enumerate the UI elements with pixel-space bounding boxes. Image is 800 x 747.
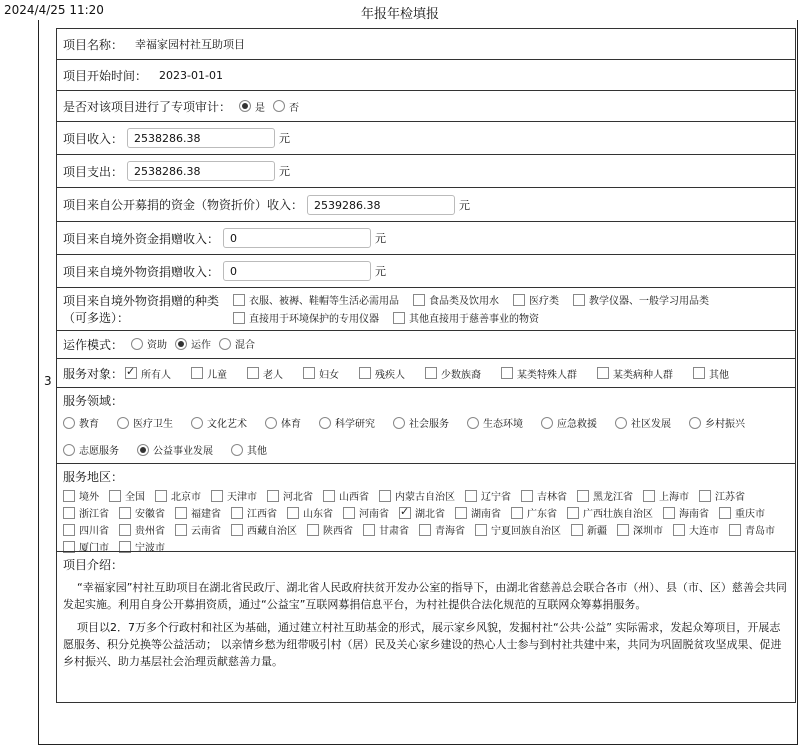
field-option-label: 科学研究	[335, 419, 375, 430]
region-checkbox[interactable]	[719, 507, 731, 519]
row-regions	[56, 463, 796, 554]
field-option[interactable]	[137, 442, 213, 457]
expense-label: 项目支出：	[63, 164, 124, 179]
region-checkbox[interactable]	[175, 524, 187, 536]
print-timestamp: 2024/4/25 11:20	[4, 3, 104, 17]
region-option-label: 大连市	[689, 526, 719, 537]
target-checkbox[interactable]	[247, 367, 259, 379]
region-checkbox[interactable]	[63, 507, 75, 519]
region-option-label: 福建省	[191, 509, 221, 520]
goods-type-option[interactable]	[393, 310, 539, 325]
field-radio[interactable]	[615, 417, 627, 429]
target-checkbox[interactable]	[597, 367, 609, 379]
region-option-label: 湖北省	[415, 509, 445, 520]
target-option-label: 老人	[263, 369, 284, 381]
region-option[interactable]	[267, 488, 313, 503]
target-option-label: 某类特殊人群	[517, 369, 578, 381]
region-checkbox[interactable]	[419, 524, 431, 536]
field-option-label: 医疗卫生	[133, 419, 173, 430]
target-option[interactable]	[693, 366, 729, 381]
goods-type-option[interactable]	[233, 292, 399, 307]
region-option-label: 吉林省	[537, 492, 567, 503]
region-option-label: 浙江省	[79, 509, 109, 520]
mode-radio[interactable]	[175, 338, 187, 350]
goods-type-checkbox[interactable]	[513, 294, 525, 306]
region-checkbox[interactable]	[577, 490, 589, 502]
region-checkbox[interactable]	[267, 490, 279, 502]
region-checkbox[interactable]	[617, 524, 629, 536]
region-option[interactable]	[63, 522, 109, 537]
region-option[interactable]	[119, 522, 165, 537]
region-option-label: 青海省	[435, 526, 465, 537]
region-option[interactable]	[109, 488, 145, 503]
target-option-label: 少数族裔	[441, 369, 482, 381]
region-checkbox[interactable]	[175, 507, 187, 519]
target-option-label: 妇女	[319, 369, 340, 381]
region-checkbox[interactable]	[211, 490, 223, 502]
target-option[interactable]	[425, 366, 481, 381]
target-option[interactable]	[303, 366, 339, 381]
region-option-label: 青岛市	[745, 526, 775, 537]
row-project-name	[56, 28, 796, 59]
target-option[interactable]	[501, 366, 577, 381]
region-option-label: 上海市	[659, 492, 689, 503]
target-checkbox[interactable]	[125, 367, 137, 379]
region-option-label: 重庆市	[735, 509, 765, 520]
foreign-money-input[interactable]: 0	[223, 228, 371, 248]
region-checkbox[interactable]	[379, 490, 391, 502]
income-unit: 元	[279, 132, 291, 145]
region-option[interactable]	[155, 488, 201, 503]
region-option[interactable]	[455, 505, 501, 520]
region-checkbox[interactable]	[109, 490, 121, 502]
goods-type-option[interactable]	[233, 310, 379, 325]
target-checkbox[interactable]	[693, 367, 705, 379]
region-option-label: 河南省	[359, 509, 389, 520]
field-option-label: 社会服务	[409, 419, 449, 430]
region-option[interactable]	[119, 505, 165, 520]
mode-option[interactable]	[167, 336, 211, 351]
field-option-label: 其他	[247, 446, 267, 457]
region-option[interactable]	[577, 488, 633, 503]
region-checkbox[interactable]	[399, 507, 411, 519]
row-start-date	[56, 59, 796, 90]
goods-type-checkbox[interactable]	[573, 294, 585, 306]
field-option[interactable]	[319, 415, 375, 430]
region-checkbox[interactable]	[343, 507, 355, 519]
region-option[interactable]	[287, 505, 333, 520]
goods-types-label: 项目来自境外物资捐赠的种类 （可多选）：	[63, 294, 220, 325]
field-option[interactable]	[265, 415, 301, 430]
region-option[interactable]	[663, 505, 709, 520]
audit-no-label: 否	[289, 102, 300, 114]
fields-label: 服务领域：	[63, 394, 124, 408]
region-checkbox[interactable]	[455, 507, 467, 519]
intro-paragraph-1: “幸福家园”村社互助项目在湖北省民政厅、湖北省人民政府扶贫开发办公室的指导下，由湖北省慈善总会联合各市（州）、县（市、区）慈善会共同发起实施。利用自身公开募捐资质，通过“公益宝”互联网募捐信息平台，为村社提供合法化规范的互联网众筹募捐服务。	[63, 581, 787, 611]
field-radio[interactable]	[467, 417, 479, 429]
project-name-label: 项目名称：	[63, 37, 124, 52]
region-option-label: 甘肃省	[379, 526, 409, 537]
target-option-label: 儿童	[207, 369, 228, 381]
region-checkbox[interactable]	[521, 490, 533, 502]
target-checkbox[interactable]	[501, 367, 513, 379]
region-option[interactable]	[511, 505, 557, 520]
goods-types-options	[233, 292, 773, 325]
region-option-label: 陕西省	[323, 526, 353, 537]
target-option[interactable]	[597, 366, 673, 381]
field-option[interactable]	[615, 415, 671, 430]
region-option-label: 贵州省	[135, 526, 165, 537]
field-radio[interactable]	[137, 444, 149, 456]
target-option-label: 所有人	[141, 369, 172, 381]
field-option-label: 生态环境	[483, 419, 523, 430]
row-income	[56, 121, 796, 154]
field-radio[interactable]	[265, 417, 277, 429]
region-checkbox[interactable]	[673, 524, 685, 536]
region-option[interactable]	[343, 505, 389, 520]
foreign-goods-unit: 元	[375, 265, 387, 278]
region-option[interactable]	[419, 522, 465, 537]
field-option-label: 体育	[281, 419, 301, 430]
foreign-money-unit: 元	[375, 232, 387, 245]
fields-options	[63, 415, 783, 457]
region-option-label: 江西省	[247, 509, 277, 520]
goods-type-checkbox[interactable]	[233, 294, 245, 306]
field-option[interactable]	[541, 415, 597, 430]
region-checkbox[interactable]	[699, 490, 711, 502]
region-checkbox[interactable]	[63, 490, 75, 502]
region-option[interactable]	[571, 522, 607, 537]
region-option-label: 江苏省	[715, 492, 745, 503]
mode-option-label: 混合	[235, 340, 256, 352]
goods-type-option-label: 其他直接用于慈善事业的物资	[409, 314, 539, 325]
row-fields	[56, 387, 796, 463]
start-date-label: 项目开始时间：	[63, 68, 148, 83]
region-checkbox[interactable]	[465, 490, 477, 502]
target-option[interactable]	[359, 366, 405, 381]
regions-label: 服务地区：	[63, 470, 124, 484]
region-checkbox[interactable]	[567, 507, 579, 519]
region-option[interactable]	[175, 505, 221, 520]
field-option[interactable]	[63, 415, 99, 430]
goods-type-option-label: 教学仪器、一般学习用品类	[589, 296, 709, 307]
mode-option-label: 资助	[147, 340, 168, 352]
mode-options	[123, 336, 255, 353]
region-option[interactable]	[307, 522, 353, 537]
goods-type-option-label: 医疗类	[529, 296, 559, 307]
field-radio[interactable]	[319, 417, 331, 429]
region-checkbox[interactable]	[287, 507, 299, 519]
target-option-label: 残疾人	[375, 369, 406, 381]
region-option-label: 全国	[125, 492, 145, 503]
field-radio[interactable]	[63, 444, 75, 456]
target-option-label: 某类病种人群	[613, 369, 674, 381]
region-option-label: 海南省	[679, 509, 709, 520]
goods-type-option[interactable]	[413, 292, 499, 307]
target-checkbox[interactable]	[425, 367, 437, 379]
page-title: 年报年检填报	[360, 7, 439, 22]
region-option[interactable]	[465, 488, 511, 503]
region-checkbox[interactable]	[119, 524, 131, 536]
audit-yes-radio[interactable]	[239, 100, 251, 112]
field-option-label: 志愿服务	[79, 446, 119, 457]
field-option-label: 公益事业发展	[153, 446, 213, 457]
field-option[interactable]	[231, 442, 267, 457]
region-option-label: 厦门市	[79, 543, 109, 554]
region-checkbox[interactable]	[231, 507, 243, 519]
region-option[interactable]	[475, 522, 561, 537]
region-checkbox[interactable]	[323, 490, 335, 502]
region-option[interactable]	[729, 522, 775, 537]
region-checkbox[interactable]	[231, 524, 243, 536]
mode-label: 运作模式：	[63, 338, 124, 352]
region-option[interactable]	[643, 488, 689, 503]
region-option[interactable]	[673, 522, 719, 537]
row-expense	[56, 154, 796, 187]
public-fundraising-unit: 元	[459, 198, 471, 212]
region-option[interactable]	[323, 488, 369, 503]
region-checkbox[interactable]	[511, 507, 523, 519]
row-foreign-goods	[56, 254, 796, 287]
region-option[interactable]	[379, 488, 455, 503]
mode-option[interactable]	[123, 336, 167, 351]
row-public-fundraising	[56, 187, 796, 221]
region-option[interactable]	[617, 522, 663, 537]
regions-options	[63, 488, 789, 554]
field-option[interactable]	[191, 415, 247, 430]
region-option-label: 深圳市	[633, 526, 663, 537]
targets-options	[125, 366, 729, 381]
region-option-label: 河北省	[283, 492, 313, 503]
field-option-label: 应急救援	[557, 419, 597, 430]
region-option-label: 境外	[79, 492, 99, 503]
region-option-label: 云南省	[191, 526, 221, 537]
goods-type-option-label: 直接用于环境保护的专用仪器	[249, 314, 379, 325]
goods-type-option[interactable]	[573, 292, 709, 307]
region-option-label: 安徽省	[135, 509, 165, 520]
region-checkbox[interactable]	[155, 490, 167, 502]
row-targets	[56, 358, 796, 387]
goods-type-option-label: 衣服、被褥、鞋帽等生活必需用品	[249, 296, 399, 307]
section-number: 3	[44, 374, 52, 388]
region-option-label: 山东省	[303, 509, 333, 520]
region-option[interactable]	[63, 505, 109, 520]
field-option-label: 社区发展	[631, 419, 671, 430]
region-option-label: 四川省	[79, 526, 109, 537]
region-option[interactable]	[521, 488, 567, 503]
intro-paragraph-2: 项目以2．7万多个行政村和社区为基础，通过建立村社互助基金的形式，展示家乡风貌，发掘村社“公共·公益” 实际需求，发起众筹项目，开展志愿服务、积分兑换等公益活动； 以亲情乡愁为纽带吸引村（居）民及关心家乡建设的热心人士参与到村社共建中来，共同为巩固脱贫攻坚成果、促进乡村振兴、助力基层社会治理贡献慈善力量。	[63, 621, 782, 668]
field-option[interactable]	[689, 415, 745, 430]
audit-no-radio[interactable]	[273, 100, 285, 112]
row-foreign-money	[56, 221, 796, 254]
income-input[interactable]: 2538286.38	[127, 128, 275, 148]
goods-type-option[interactable]	[513, 292, 559, 307]
region-option[interactable]	[567, 505, 653, 520]
audit-yes-label: 是	[255, 102, 266, 114]
start-date-value: 2023-01-01	[159, 68, 223, 82]
expense-input[interactable]: 2538286.38	[127, 161, 275, 181]
field-radio[interactable]	[63, 417, 75, 429]
region-checkbox[interactable]	[729, 524, 741, 536]
goods-type-option-label: 食品类及饮用水	[429, 296, 499, 307]
region-option[interactable]	[699, 488, 745, 503]
row-audit	[56, 90, 796, 121]
row-goods-types	[56, 287, 796, 330]
region-option-label: 山西省	[339, 492, 369, 503]
region-option-label: 湖南省	[471, 509, 501, 520]
target-checkbox[interactable]	[359, 367, 371, 379]
intro-label: 项目介绍：	[63, 558, 124, 572]
region-option-label: 辽宁省	[481, 492, 511, 503]
region-option[interactable]	[231, 522, 297, 537]
mode-option[interactable]	[211, 336, 255, 351]
mode-option-label: 运作	[191, 340, 212, 352]
region-option[interactable]	[175, 522, 221, 537]
row-intro	[56, 551, 796, 703]
region-checkbox[interactable]	[363, 524, 375, 536]
field-option[interactable]	[467, 415, 523, 430]
region-option[interactable]	[719, 505, 765, 520]
public-fundraising-label: 项目来自公开募捐的资金（物资折价）收入：	[63, 198, 304, 212]
target-option[interactable]	[191, 366, 227, 381]
region-option[interactable]	[63, 488, 99, 503]
region-checkbox[interactable]	[119, 507, 131, 519]
foreign-goods-input[interactable]: 0	[223, 261, 371, 281]
income-label: 项目收入：	[63, 131, 124, 146]
region-checkbox[interactable]	[643, 490, 655, 502]
field-option-label: 文化艺术	[207, 419, 247, 430]
region-option-label: 内蒙古自治区	[395, 492, 455, 503]
target-option[interactable]	[247, 366, 283, 381]
project-name-value: 幸福家园村社互助项目	[135, 38, 246, 51]
goods-type-checkbox[interactable]	[233, 312, 245, 324]
region-option[interactable]	[399, 505, 445, 520]
target-option[interactable]	[125, 366, 171, 381]
field-option[interactable]	[117, 415, 173, 430]
audit-label: 是否对该项目进行了专项审计：	[63, 99, 232, 114]
row-mode	[56, 330, 796, 358]
field-option-label: 教育	[79, 419, 99, 430]
field-radio[interactable]	[393, 417, 405, 429]
region-option-label: 西藏自治区	[247, 526, 297, 537]
goods-type-checkbox[interactable]	[413, 294, 425, 306]
region-option-label: 广东省	[527, 509, 557, 520]
region-option-label: 宁夏回族自治区	[491, 526, 561, 537]
region-checkbox[interactable]	[663, 507, 675, 519]
field-radio[interactable]	[191, 417, 203, 429]
region-option[interactable]	[231, 505, 277, 520]
report-form	[56, 28, 796, 703]
foreign-goods-label: 项目来自境外物资捐赠收入：	[63, 264, 220, 279]
field-radio[interactable]	[689, 417, 701, 429]
region-option-label: 天津市	[227, 492, 257, 503]
target-checkbox[interactable]	[303, 367, 315, 379]
region-checkbox[interactable]	[307, 524, 319, 536]
goods-type-checkbox[interactable]	[393, 312, 405, 324]
field-radio[interactable]	[231, 444, 243, 456]
field-option[interactable]	[393, 415, 449, 430]
target-checkbox[interactable]	[191, 367, 203, 379]
public-fundraising-input[interactable]: 2539286.38	[307, 195, 455, 215]
region-option-label: 广西壮族自治区	[583, 509, 653, 520]
region-option[interactable]	[363, 522, 409, 537]
targets-label: 服务对象：	[63, 366, 124, 381]
region-option[interactable]	[211, 488, 257, 503]
region-checkbox[interactable]	[63, 524, 75, 536]
region-option-label: 北京市	[171, 492, 201, 503]
region-checkbox[interactable]	[571, 524, 583, 536]
target-option-label: 其他	[709, 369, 730, 381]
region-option-label: 宁波市	[135, 543, 165, 554]
expense-unit: 元	[279, 165, 291, 178]
region-checkbox[interactable]	[475, 524, 487, 536]
field-option-label: 乡村振兴	[705, 419, 745, 430]
field-radio[interactable]	[541, 417, 553, 429]
mode-radio[interactable]	[219, 338, 231, 350]
field-option[interactable]	[63, 442, 119, 457]
region-option-label: 新疆	[587, 526, 607, 537]
foreign-money-label: 项目来自境外资金捐赠收入：	[63, 231, 220, 246]
region-option-label: 黑龙江省	[593, 492, 633, 503]
field-radio[interactable]	[117, 417, 129, 429]
mode-radio[interactable]	[131, 338, 143, 350]
